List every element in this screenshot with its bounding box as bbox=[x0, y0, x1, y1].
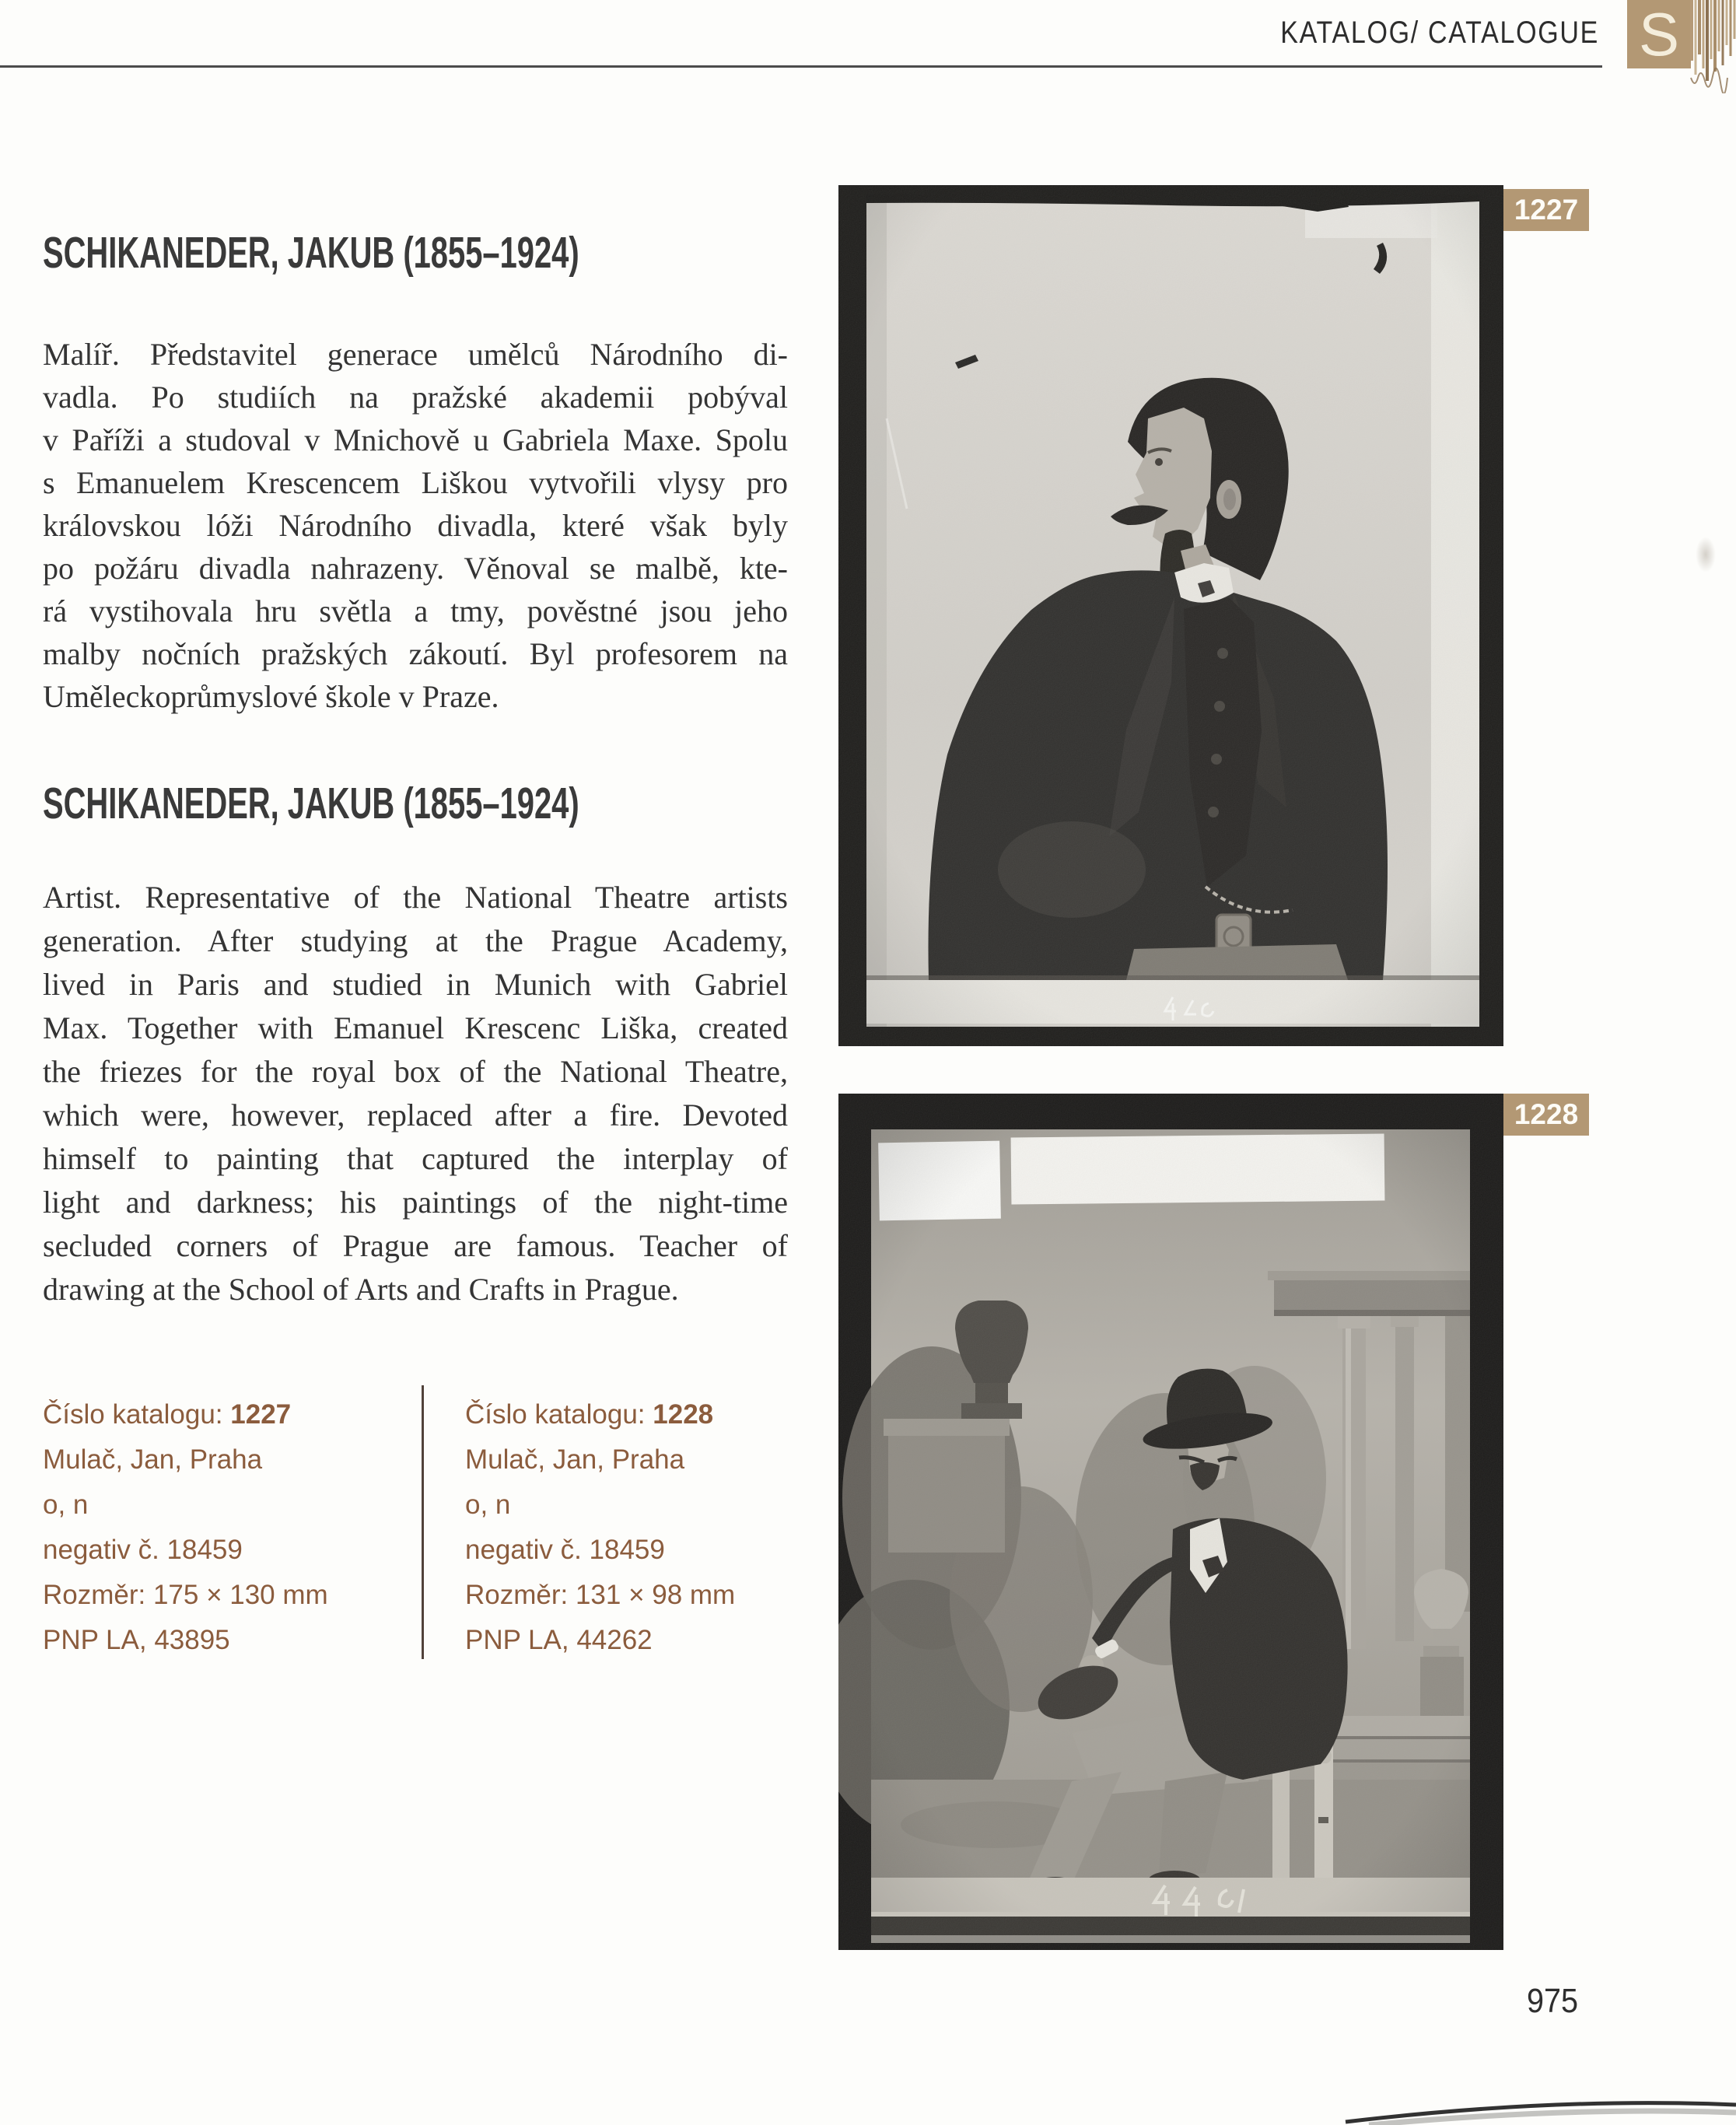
text-line: v Paříži a studoval v Mnichově u Gabriela Maxe. Spolu bbox=[43, 422, 788, 457]
fore-edge-marks bbox=[1689, 0, 1736, 93]
text-line: královskou lóži Národního divadla, které však byly bbox=[43, 508, 788, 543]
catalog-dimensions: Rozměr: 131 × 98 mm bbox=[465, 1580, 736, 1610]
entry-heading-cz: SCHIKANEDER, JAKUB (1855–1924) bbox=[43, 228, 579, 278]
corner-artifact bbox=[1322, 2083, 1736, 2125]
text-line: po požáru divadla nahrazeny. Věnoval se malbě, kte- bbox=[43, 551, 788, 586]
text-line: lived in Paris and studied in Munich with Gabriel bbox=[43, 967, 788, 1002]
text-line: the friezes for the royal box of the National Theatre, bbox=[43, 1054, 788, 1089]
text-line: Artist. Representative of the National Theatre artists bbox=[43, 880, 788, 915]
text-line: light and darkness; his paintings of the night-time bbox=[43, 1185, 788, 1220]
catalog-technique: o, n bbox=[465, 1490, 511, 1520]
photo-1227 bbox=[838, 185, 1503, 1046]
catalog-photographer: Mulač, Jan, Praha bbox=[465, 1444, 685, 1475]
text-line: rá vystihovala hru světla a tmy, pověstné jsou jeho bbox=[43, 593, 788, 628]
section-letter: S bbox=[1638, 0, 1680, 68]
header-title-text: KATALOG/ CATALOGUE bbox=[1280, 16, 1599, 50]
text-line: vadla. Po studiích na pražské akademii pobýval bbox=[43, 380, 788, 415]
catalog-number-line: Číslo katalogu: 1227 bbox=[43, 1399, 292, 1430]
catalog-entry-1228 bbox=[465, 1392, 831, 1663]
header-rule bbox=[0, 65, 1602, 68]
edge-smudge bbox=[1696, 537, 1716, 572]
section-tab bbox=[1627, 0, 1691, 68]
photo-badge-1228: 1228 bbox=[1503, 1094, 1589, 1136]
text-line: secluded corners of Prague are famous. Teacher of bbox=[43, 1228, 788, 1263]
catalog-collection: PNP LA, 43895 bbox=[43, 1625, 230, 1655]
text-line: malby nočních pražských zákoutí. Byl profesorem na bbox=[43, 636, 788, 671]
text-line: generation. After studying at the Prague Academy, bbox=[43, 923, 788, 958]
catalog-dimensions: Rozměr: 175 × 130 mm bbox=[43, 1580, 328, 1610]
page-number: 975 bbox=[1527, 1982, 1579, 2020]
text-line: Malíř. Představitel generace umělců Národního di- bbox=[43, 337, 788, 372]
catalog-negative: negativ č. 18459 bbox=[465, 1535, 665, 1565]
text-line: Uměleckoprůmyslové škole v Praze. bbox=[43, 679, 499, 714]
catalog-divider bbox=[422, 1385, 424, 1659]
text-line: drawing at the School of Arts and Crafts in Prague. bbox=[43, 1272, 679, 1307]
text-line: s Emanuelem Krescencem Liškou vytvořili vlysy pro bbox=[43, 465, 788, 500]
paragraph-cz bbox=[43, 333, 788, 718]
catalog-collection: PNP LA, 44262 bbox=[465, 1625, 653, 1655]
catalog-photographer: Mulač, Jan, Praha bbox=[43, 1444, 263, 1475]
photo-1228 bbox=[838, 1094, 1503, 1950]
text-line: himself to painting that captured the interplay of bbox=[43, 1141, 788, 1176]
catalog-negative: negativ č. 18459 bbox=[43, 1535, 243, 1565]
catalog-number-value: 1228 bbox=[653, 1399, 714, 1430]
catalog-technique: o, n bbox=[43, 1490, 89, 1520]
text-line: Max. Together with Emanuel Krescenc Liška, created bbox=[43, 1010, 788, 1045]
catalog-number-line: Číslo katalogu: 1228 bbox=[465, 1399, 714, 1430]
paragraph-en bbox=[43, 876, 788, 1311]
catalog-number-value: 1227 bbox=[230, 1399, 292, 1430]
entry-heading-en: SCHIKANEDER, JAKUB (1855–1924) bbox=[43, 779, 579, 828]
page-header-title bbox=[1224, 16, 1599, 51]
photo-badge-1227: 1227 bbox=[1503, 189, 1589, 231]
catalog-entry-1227 bbox=[43, 1392, 408, 1663]
text-line: which were, however, replaced after a fire. Devoted bbox=[43, 1098, 788, 1133]
